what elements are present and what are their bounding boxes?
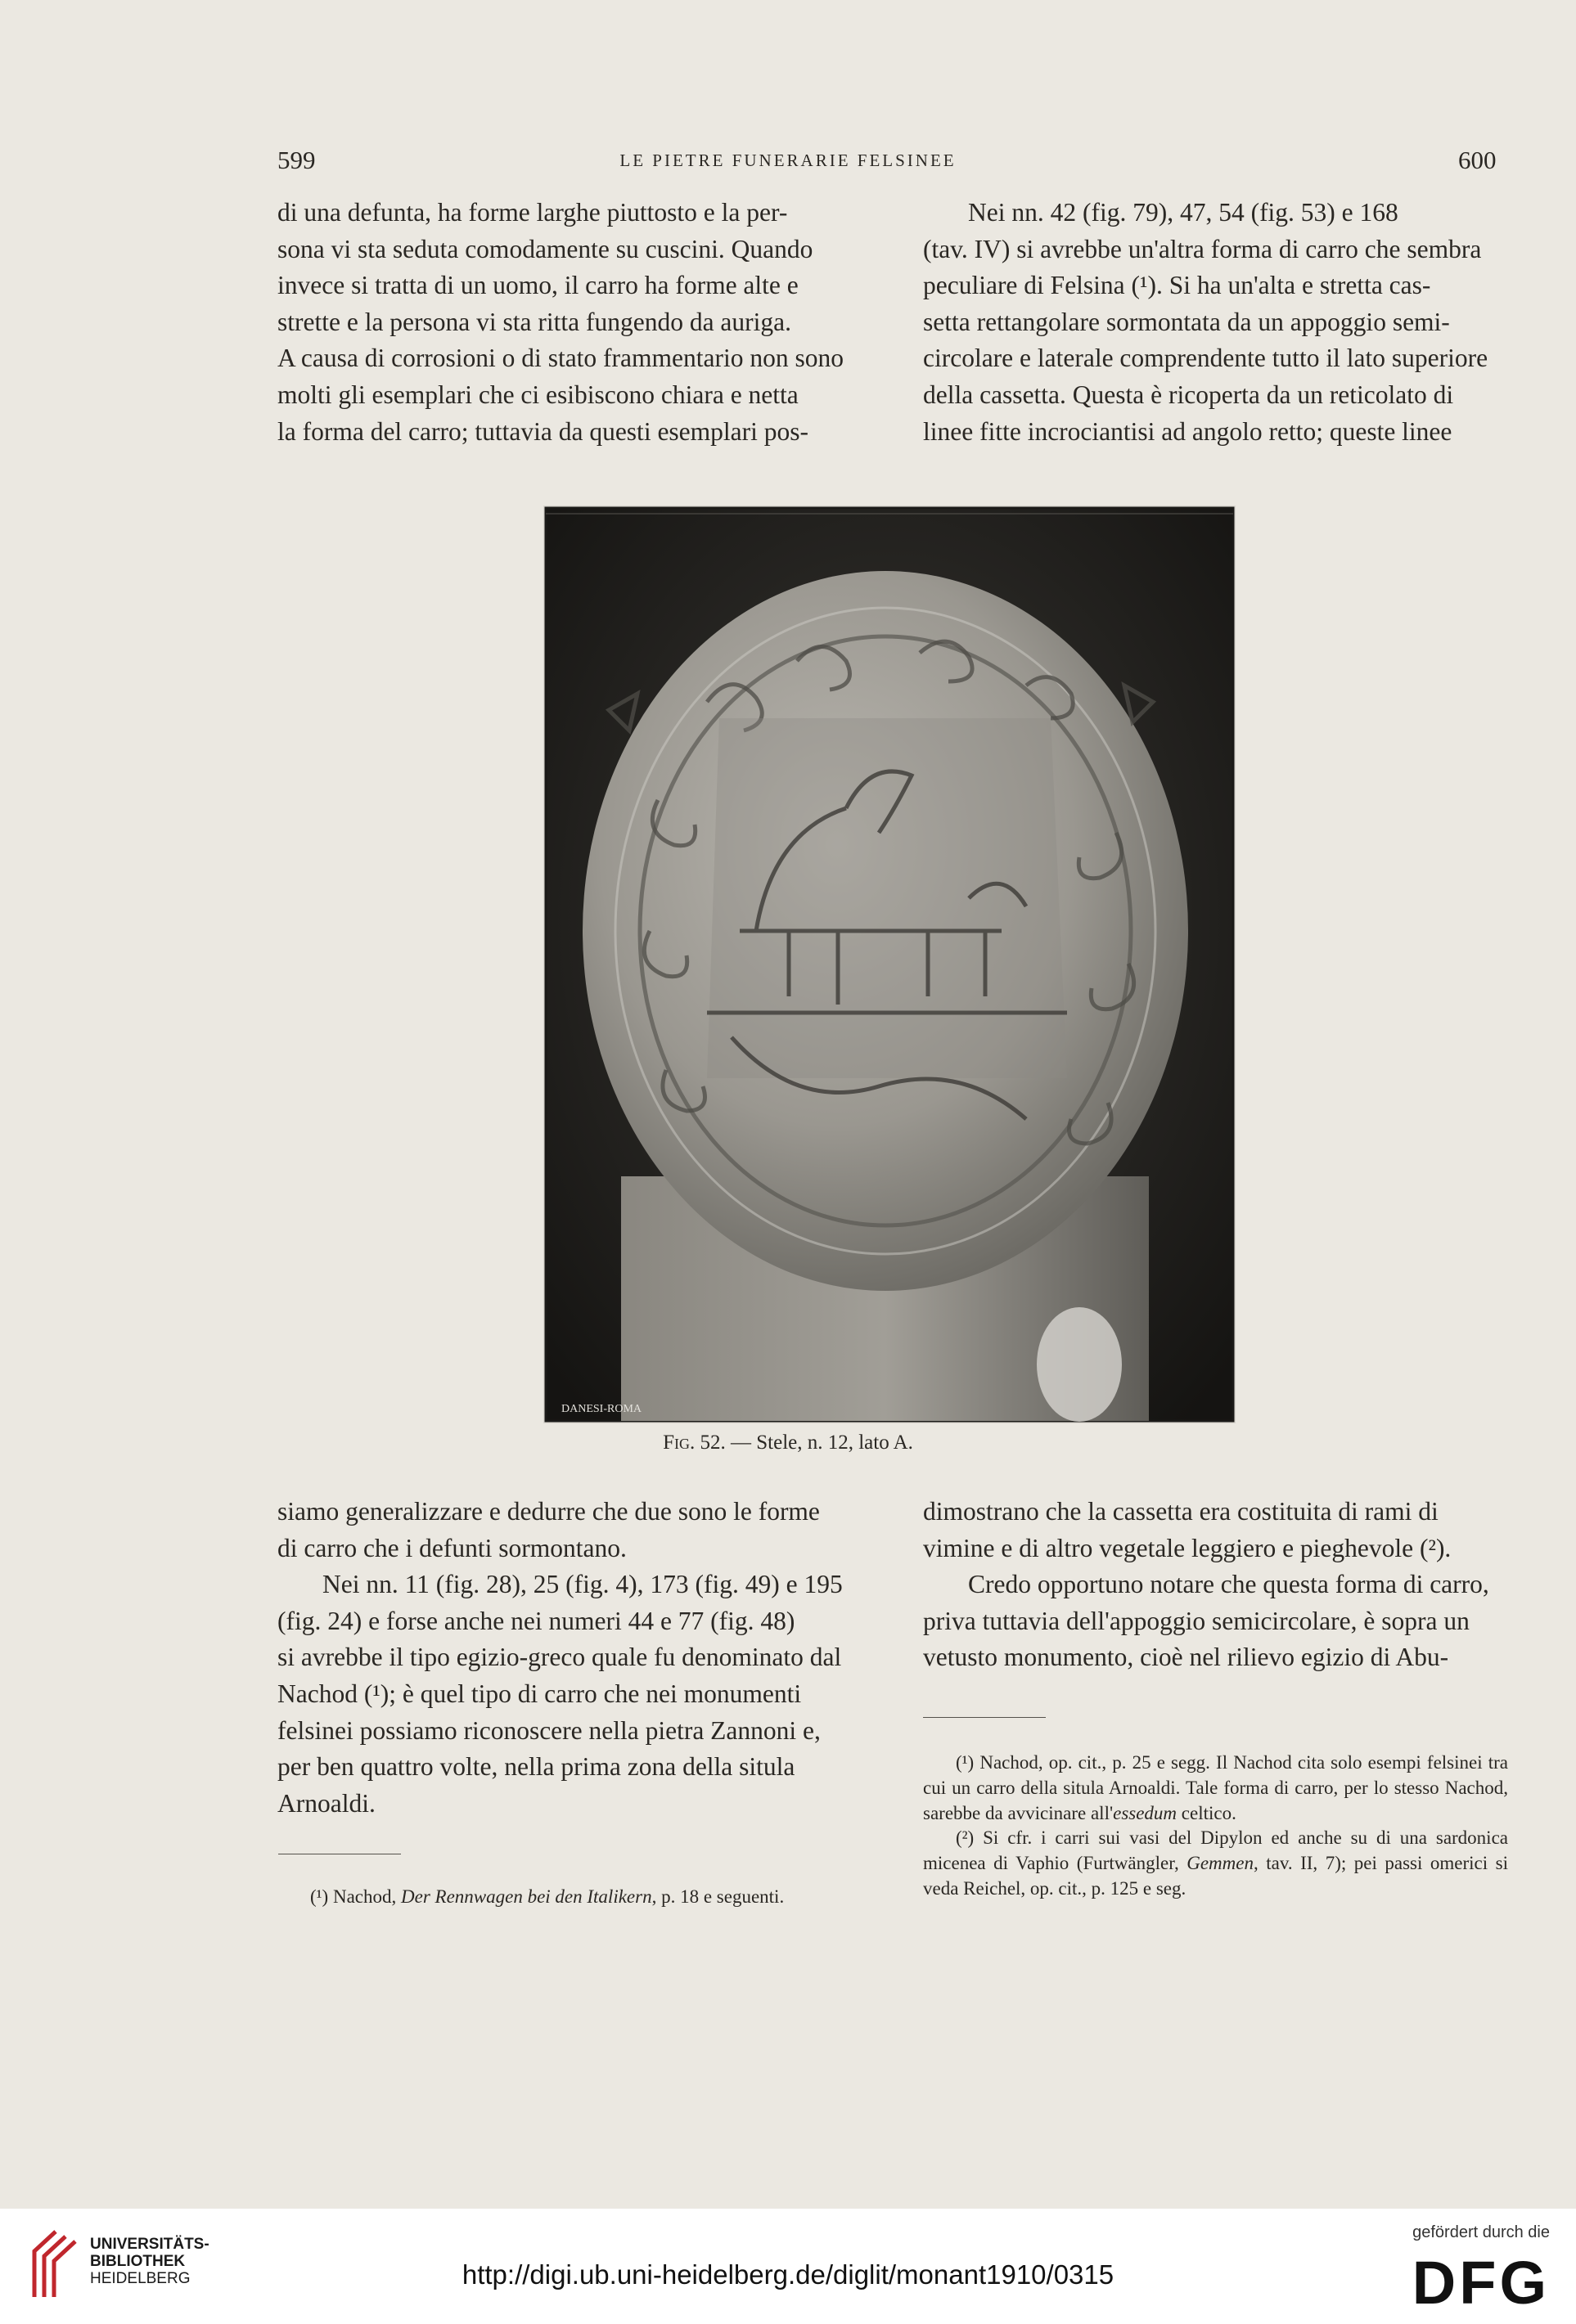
- text-line: felsinei possiamo riconoscere nella pietra Zannoni e,: [277, 1715, 821, 1745]
- page-number-right: 600: [1458, 146, 1497, 174]
- text-line: per ben quattro volte, nella prima zona della situla: [277, 1752, 795, 1782]
- footnote-2-right: [923, 1826, 1508, 1901]
- text-line: Nei nn. 42 (fig. 79), 47, 54 (fig. 53) e 168: [968, 198, 1398, 227]
- text-line: vetusto monumento, cioè nel rilievo egizio di Abu-: [923, 1643, 1449, 1672]
- footnote-text: , tav. II, 7); pei passi omerici si veda Reichel, op. cit., p. 125 e seg.: [923, 1853, 1508, 1899]
- stele-photograph: [543, 506, 1236, 1423]
- footnotes-left: [277, 1885, 864, 1910]
- footnote-text: (¹) Nachod,: [310, 1886, 401, 1907]
- footnote-title: Der Rennwagen bei den Italikern: [401, 1886, 652, 1907]
- footnote-title: Gemmen: [1187, 1853, 1254, 1874]
- figure-imprint: DANESI-ROMA: [561, 1403, 642, 1415]
- figure-caption-prefix: Fig. 52.: [663, 1432, 726, 1454]
- footnote-1-right: [923, 1751, 1508, 1826]
- text-line: si avrebbe il tipo egizio-greco quale fu denominato dal: [277, 1643, 842, 1672]
- left-column-top: [277, 195, 864, 450]
- sponsor-text: gefördert durch die: [1412, 2223, 1550, 2241]
- dfg-logo: DFG: [1412, 2249, 1550, 2317]
- text-line: Nei nn. 11 (fig. 28), 25 (fig. 4), 173 (fig. 49) e 195: [322, 1570, 843, 1599]
- text-line: molti gli esemplari che ci esibiscono chiara e netta: [277, 380, 799, 409]
- text-line: di carro che i defunti sormontano.: [277, 1533, 627, 1562]
- page-number-left: 599: [277, 146, 316, 174]
- text-line: Arnoaldi.: [277, 1788, 376, 1818]
- text-line: setta rettangolare sormontata da un appoggio semi-: [923, 307, 1450, 336]
- footnote-text: (¹) Nachod, op. cit., p. 25 e segg. Il Nachod cita solo esempi felsinei tra cui un carro della situla Arnoaldi. Tale forma di carro, per lo stesso Nachod, sarebbe da avvicinare all': [923, 1752, 1508, 1823]
- text-line: priva tuttavia dell'appoggio semicircolare, è sopra un: [923, 1606, 1470, 1635]
- footnote-text: celtico.: [1177, 1802, 1236, 1823]
- text-line: della cassetta. Questa è ricoperta da un reticolato di: [923, 380, 1454, 409]
- text-line: vimine e di altro vegetale leggiero e pieghevole (²).: [923, 1533, 1452, 1562]
- left-column-bottom: [277, 1494, 864, 1822]
- text-line: (fig. 24) e forse anche nei numeri 44 e 77 (fig. 48): [277, 1606, 795, 1635]
- text-line: (tav. IV) si avrebbe un'altra forma di carro che sembra: [923, 234, 1482, 263]
- library-line: HEIDELBERG: [90, 2270, 191, 2287]
- figure-caption: [0, 1432, 1576, 1454]
- text-line: di una defunta, ha forme larghe piuttosto e la per-: [277, 198, 788, 227]
- stele-figure: [543, 506, 1236, 1423]
- text-line: linee fitte incrociantisi ad angolo retto; queste linee: [923, 416, 1452, 446]
- text-line: A causa di corrosioni o di stato frammentario non sono: [277, 344, 844, 373]
- footnotes-right: [923, 1751, 1508, 1902]
- text-line: dimostrano che la cassetta era costituita di rami di: [923, 1497, 1439, 1526]
- running-title: LE PIETRE FUNERARIE FELSINEE: [619, 151, 957, 170]
- footnote-1-left: [277, 1885, 864, 1910]
- source-url[interactable]: http://digi.ub.uni-heidelberg.de/diglit/monant1910/0315: [462, 2259, 1114, 2290]
- right-column-bottom: [923, 1494, 1508, 1676]
- footnote-rule-right: [923, 1717, 1046, 1718]
- footnote-text: , p. 18 e seguenti.: [651, 1886, 785, 1907]
- text-line: siamo generalizzare e dedurre che due sono le forme: [277, 1497, 820, 1526]
- text-line: Nachod (¹); è quel tipo di carro che nei monumenti: [277, 1679, 802, 1708]
- text-line: la forma del carro; tuttavia da questi esemplari pos-: [277, 416, 809, 446]
- text-line: sona vi sta seduta comodamente su cuscini. Quando: [277, 234, 813, 263]
- right-column-top: [923, 195, 1508, 450]
- footnote-text: (²) Si cfr. i carri sui vasi del Dipylon ed anche su di una sardonica micenea di Vaphio (Furtwängler,: [923, 1827, 1508, 1874]
- library-line: BIBLIOTHEK: [90, 2253, 186, 2270]
- library-line: UNIVERSITÄTS-: [90, 2236, 209, 2253]
- text-line: peculiare di Felsina (¹). Si ha un'alta e stretta cas-: [923, 271, 1431, 300]
- text-line: Credo opportuno notare che questa forma di carro,: [968, 1570, 1489, 1599]
- text-line: circolare e laterale comprendente tutto il lato superiore: [923, 344, 1488, 373]
- text-line: invece si tratta di un uomo, il carro ha forme alte e: [277, 271, 799, 300]
- footnote-term: essedum: [1113, 1802, 1177, 1823]
- text-line: strette e la persona vi sta ritta fungendo da auriga.: [277, 307, 792, 336]
- figure-caption-text: — Stele, n. 12, lato A.: [725, 1432, 913, 1454]
